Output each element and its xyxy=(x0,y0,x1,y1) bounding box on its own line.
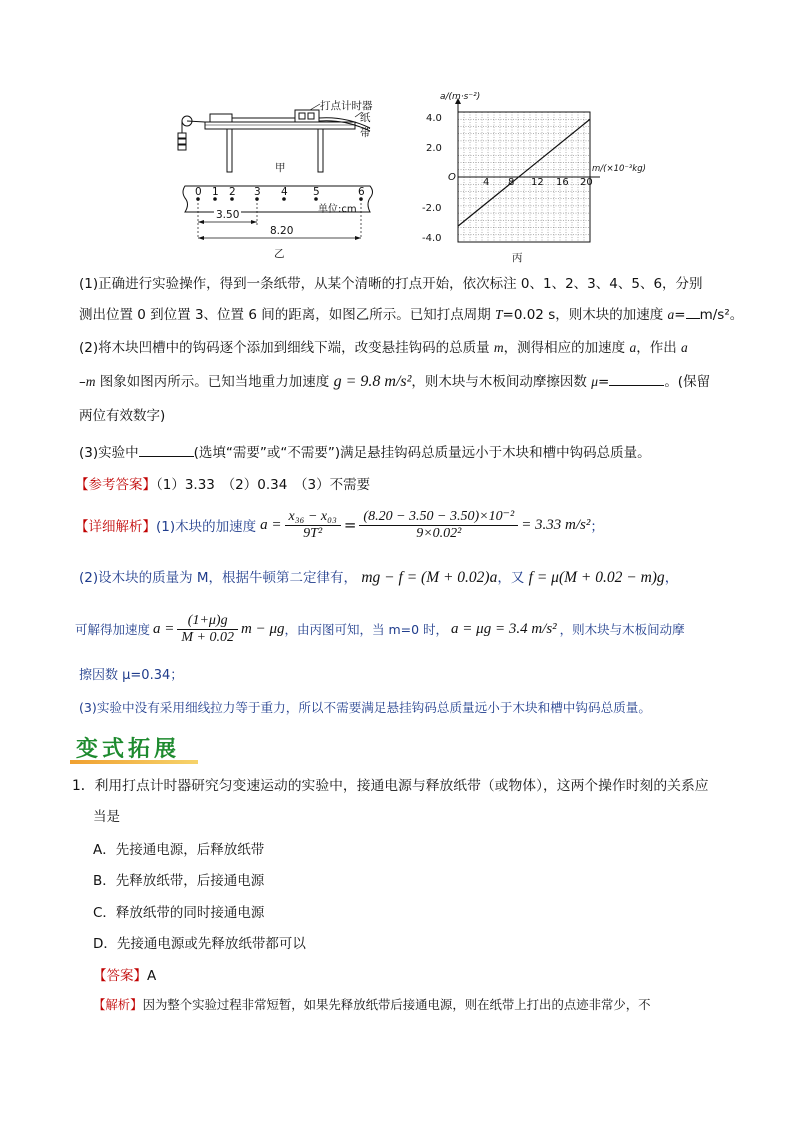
tape-point-label: 2 xyxy=(229,186,236,198)
chart-ytick: 4.0 xyxy=(426,113,442,124)
exercise-stem-line2: 当是 xyxy=(93,809,120,825)
chart-xtick: 16 xyxy=(556,177,569,188)
option-d[interactable]: D．先接通电源或先释放纸带都可以 xyxy=(93,936,306,952)
tape-point-label: 0 xyxy=(195,186,202,198)
option-c[interactable]: C．释放纸带的同时接通电源 xyxy=(93,905,265,921)
section-header xyxy=(70,732,210,766)
option-a[interactable]: A．先接通电源，后释放纸带 xyxy=(93,842,265,858)
exercise-explanation: 【解析】因为整个实验过程非常短暂，如果先释放纸带后接通电源，则在纸带上打出的点迹非常少，不 xyxy=(93,997,651,1012)
tape-point-label: 5 xyxy=(313,186,320,198)
figure-yi-caption: 乙 xyxy=(274,248,285,260)
tape-unit: 单位:cm xyxy=(318,204,357,215)
chart-ylabel: a/(m·s⁻²) xyxy=(440,92,481,102)
analysis-line3: 可解得加速度 a = $\frac{(1+\mu)g}{M + 0.02}$ m − μg ，由丙图可知，当 m=0 时， a = μg = 3.4 m/s² ，则木块与木板间动摩 xyxy=(75,612,685,645)
tape-point-label: 4 xyxy=(281,186,288,198)
chart-ytick: -2.0 xyxy=(422,203,442,214)
answer-blank xyxy=(609,385,664,386)
section-title: 变式拓展 xyxy=(76,736,181,762)
q2-line3: 两位有效数字) xyxy=(79,408,166,424)
timer-label: 打点计时器 xyxy=(320,100,373,112)
fraction: $\frac{(1+\mu)g}{M + 0.02}$ xyxy=(177,613,238,646)
tape-dim-2: 8.20 xyxy=(270,225,294,237)
q2-line1: (2)将木块凹槽中的钩码逐个添加到细线下端，改变悬挂钩码的总质量 m，测得相应的加速度 a，作出 a xyxy=(79,340,688,356)
tape-dim-1: 3.50 xyxy=(216,209,240,221)
chart-xtick: 20 xyxy=(580,177,593,188)
option-b[interactable]: B．先释放纸带，后接通电源 xyxy=(93,873,265,889)
figure-bing-caption: 丙 xyxy=(512,252,523,264)
chart-xtick: 8 xyxy=(508,177,515,188)
analysis-line1: 【详细解析】 (1)木块的加速度 a = $\frac{\text{x₃₆ − x₀₃}}{\text{9T²}}$ = $\frac{\text{(8.20 − 3.50 − 3.50)×10⁻²}}{\text{9×0.02²}}$ = 3.33 m/s² ； xyxy=(75,508,604,541)
chart-origin: O xyxy=(448,172,456,183)
figure-yi xyxy=(180,184,380,264)
exercise-answer: 【答案】A xyxy=(93,968,157,984)
analysis-line2: (2)设木块的质量为 M，根据牛顿第二定律有， mg − f = (M + 0.02)a，又 f = μ(M + 0.02 − m)g， xyxy=(79,569,679,586)
fraction: $\frac{\text{x₃₆ − x₀₃}}{\text{9T²}}$ xyxy=(285,509,341,542)
fraction: $\frac{\text{(8.20 − 3.50 − 3.50)×10⁻²}}{\text{9×0.02²}}$ xyxy=(359,508,518,542)
figure-jia-caption: 甲 xyxy=(275,162,286,174)
analysis-line4: 擦因数 μ=0.34； xyxy=(79,668,184,683)
figure-jia xyxy=(170,98,380,188)
q1-line1: (1)正确进行实验操作，得到一条纸带，从某个清晰的打点开始，依次标注 0、1、2、3、4、5、6，分别 xyxy=(79,276,703,292)
reference-answer: 【参考答案】（1）3.33 （2）0.34 （3）不需要 xyxy=(75,477,371,493)
q3-line: (3)实验中 (选填“需要”或“不需要”)满足悬挂钩码总质量远小于木块和槽中钩码总质量。 xyxy=(79,445,651,461)
figure-bing xyxy=(420,92,646,264)
chart-xlabel: m/(×10⁻³kg) xyxy=(592,164,646,174)
chart-ytick: -4.0 xyxy=(422,233,442,244)
answer-blank xyxy=(686,318,700,319)
tape-label: 纸带 xyxy=(360,112,371,139)
tape-point-label: 6 xyxy=(358,186,365,198)
tape-point-label: 1 xyxy=(212,186,219,198)
exercise-stem-line1: 1．利用打点计时器研究匀变速运动的实验中，接通电源与释放纸带（或物体），这两个操作时刻的关系应 xyxy=(72,778,709,794)
analysis-line5: (3)实验中没有采用细线拉力等于重力，所以不需要满足悬挂钩码总质量远小于木块和槽中钩码总质量。 xyxy=(79,700,651,715)
q1-line2: 测出位置 0 到位置 3、位置 6 间的距离，如图乙所示。已知打点周期 T=0.02 s，则木块的加速度 a= m/s²。 xyxy=(79,307,744,323)
tape-point-label: 3 xyxy=(254,186,261,198)
chart-xtick: 4 xyxy=(483,177,490,188)
chart-ytick: 2.0 xyxy=(426,143,442,154)
chart-xtick: 12 xyxy=(531,177,544,188)
q2-line2: –m 图象如图丙所示。已知当地重力加速度 g = 9.8 m/s²，则木块与木板间动摩擦因数 μ= 。(保留 xyxy=(79,373,711,390)
answer-blank xyxy=(139,456,194,457)
